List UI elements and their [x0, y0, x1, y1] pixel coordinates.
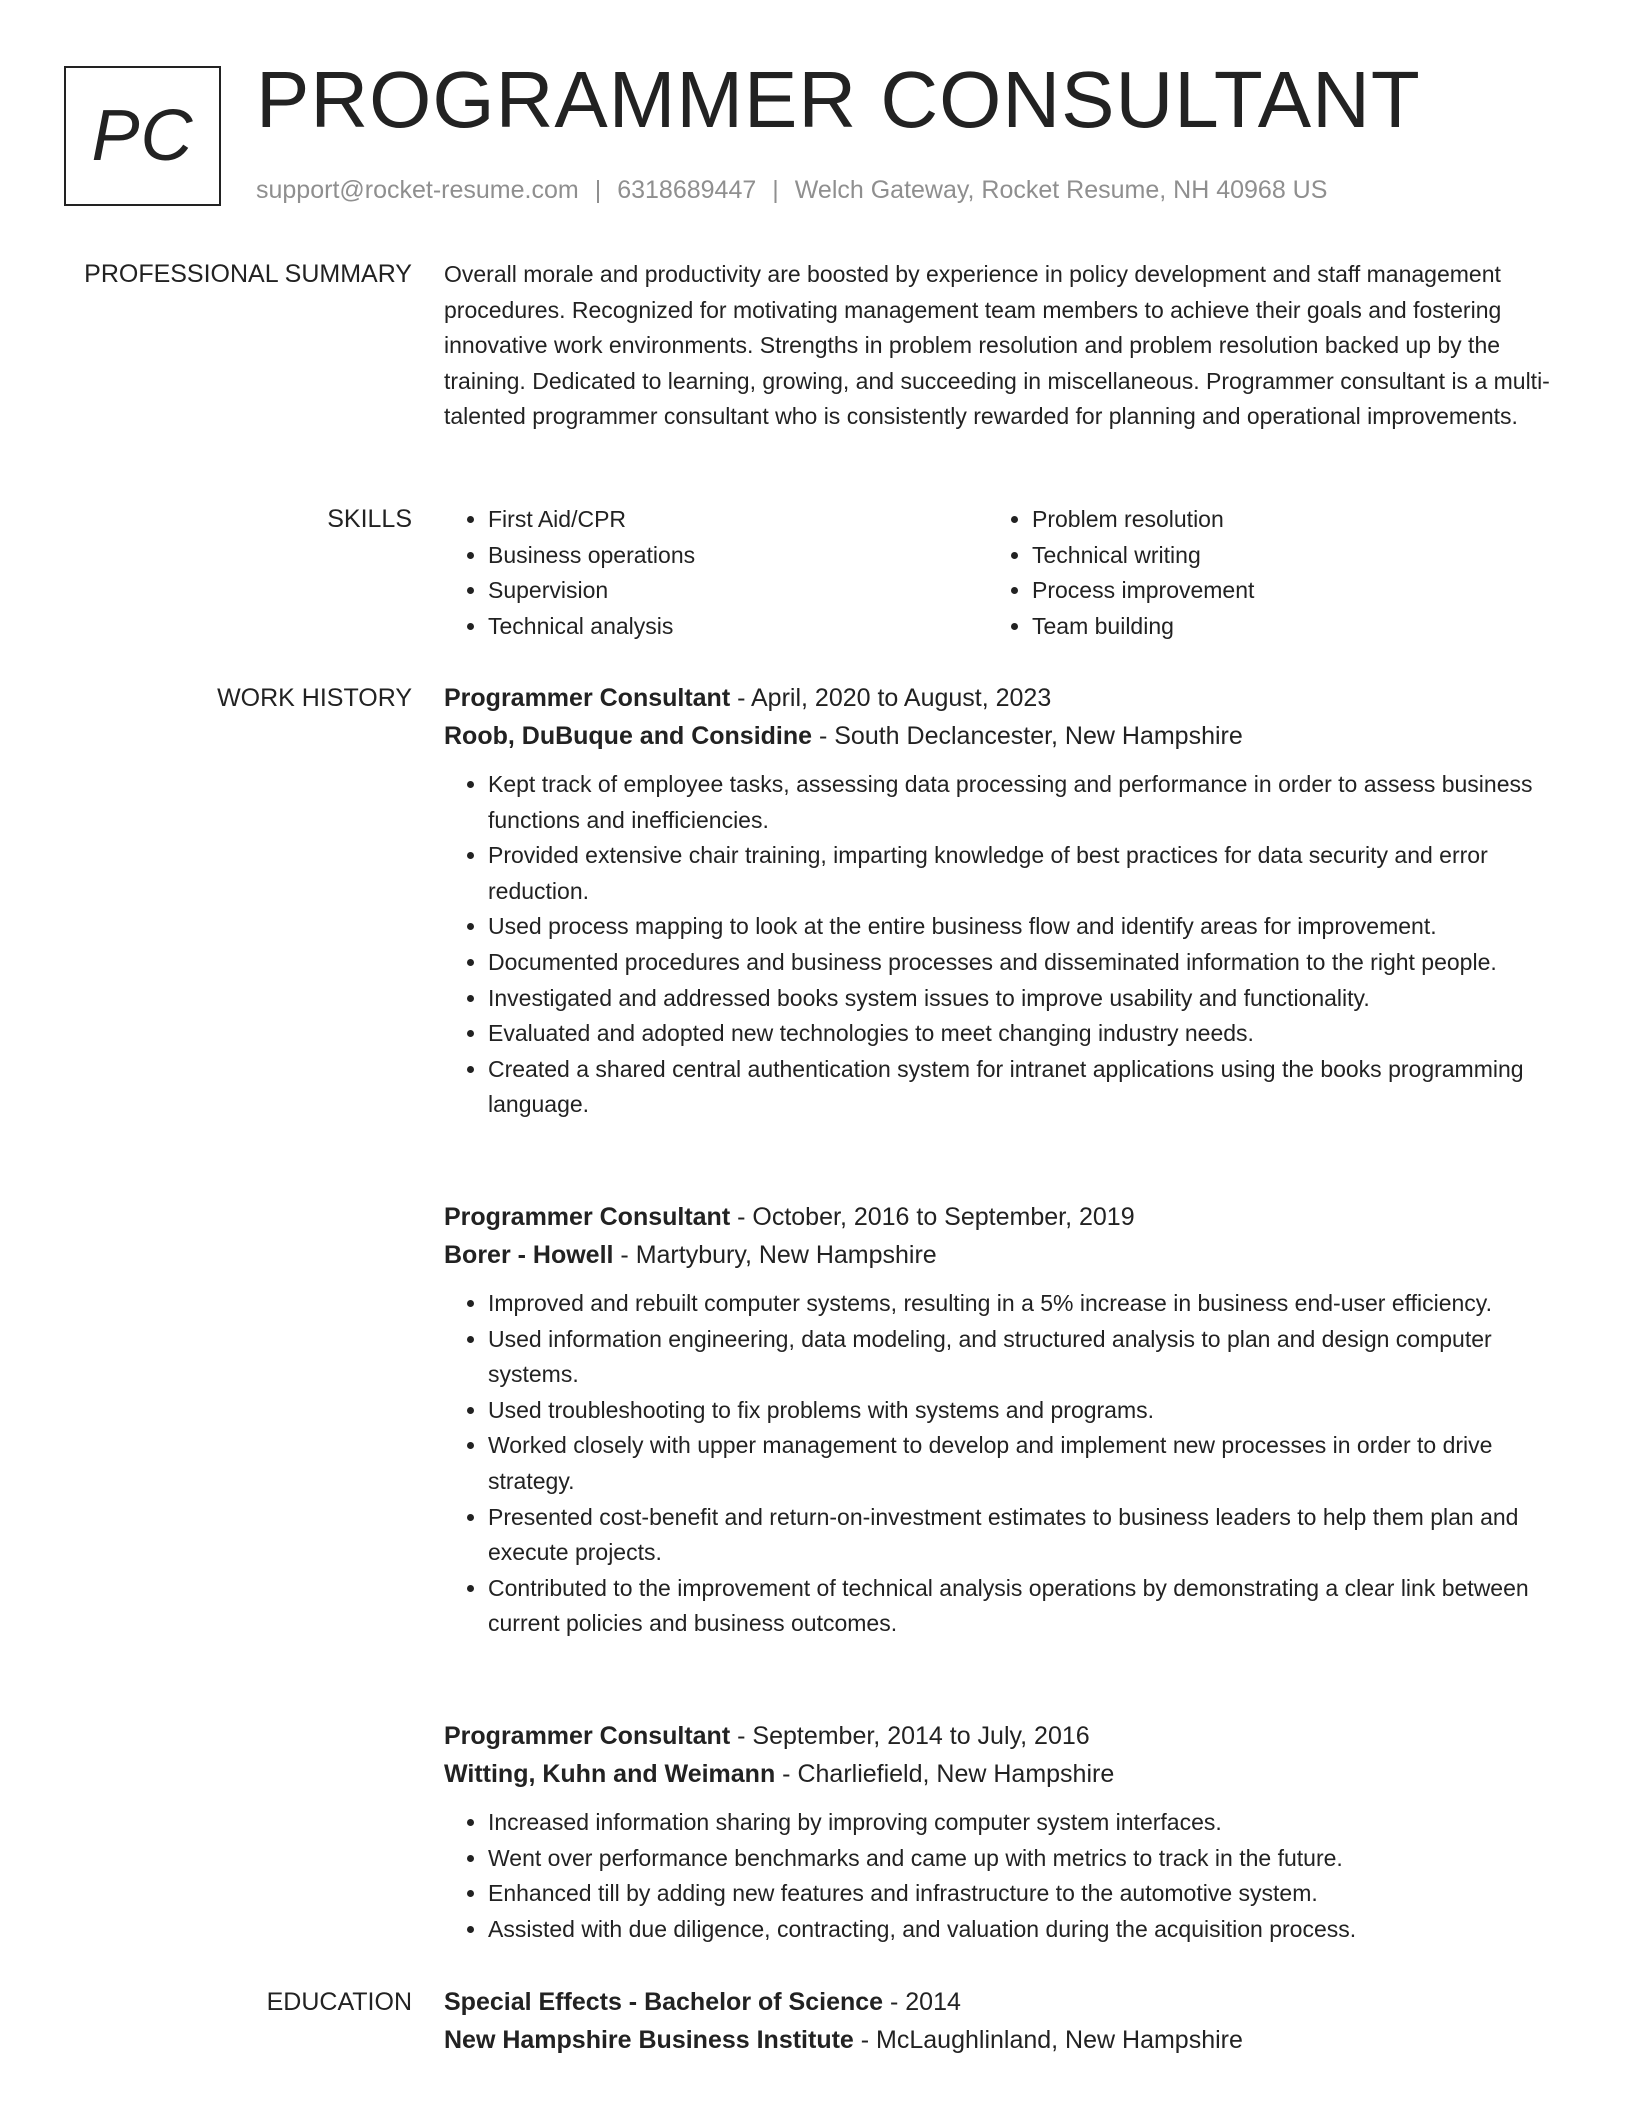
- job-dates: - October, 2016 to September, 2019: [730, 1203, 1135, 1231]
- job-bullet: • Presented cost-benefit and return-on-investment estimates to business leaders to help them plan and execute projects.: [488, 1500, 1564, 1571]
- skill-item: • Business operations: [488, 538, 988, 574]
- job-bullet: • Enhanced till by adding new features and infrastructure to the automotive system.: [488, 1876, 1564, 1912]
- job-company-line: [444, 1755, 1564, 1793]
- job-bullet: • Created a shared central authentication system for intranet applications using the books programming language.: [488, 1052, 1564, 1123]
- job-company-line: [444, 1236, 1564, 1274]
- job-dates: - April, 2020 to August, 2023: [730, 684, 1052, 712]
- job-entry: [444, 679, 1564, 1123]
- education-year: - 2014: [883, 1988, 961, 2016]
- job-bullet: • Worked closely with upper management to develop and implement new processes in order to drive strategy.: [488, 1428, 1564, 1499]
- job-bullet: • Improved and rebuilt computer systems, resulting in a 5% increase in business end-user efficiency.: [488, 1286, 1564, 1322]
- section-label-skills: SKILLS: [327, 505, 412, 533]
- job-bullet: • Increased information sharing by improving computer system interfaces.: [488, 1805, 1564, 1841]
- job-entry: [444, 1198, 1564, 1642]
- job-title: Programmer Consultant: [444, 1203, 731, 1231]
- job-bullet: • Provided extensive chair training, imparting knowledge of best practices for data security and error reduction.: [488, 838, 1564, 909]
- contact-address: Welch Gateway, Rocket Resume, NH 40968 US: [794, 176, 1328, 204]
- job-bullet: • Assisted with due diligence, contracting, and valuation during the acquisition process.: [488, 1912, 1564, 1948]
- education-entry: [444, 1983, 1564, 2059]
- education-degree-line: [444, 1983, 1564, 2021]
- candidate-name: PROGRAMMER CONSULTANT: [256, 55, 1421, 144]
- job-bullets: [444, 767, 1564, 1123]
- job-entry: [444, 1717, 1564, 1947]
- job-company: Roob, DuBuque and Considine: [444, 722, 813, 750]
- section-label-education: EDUCATION: [266, 1988, 412, 2016]
- job-bullet: • Used troubleshooting to fix problems with systems and programs.: [488, 1393, 1564, 1429]
- skill-item: • Technical analysis: [488, 609, 988, 645]
- summary-text: Overall morale and productivity are boosted by experience in policy development and staff management procedures. Recognized for motivating management team members to achieve their goals and fostering innovative work environments. Strengths in problem resolution and problem resolution backed up by the training. Dedicated to learning, growing, and succeeding in miscellaneous. Programmer consultant is a multi-talented programmer consultant who is consistently rewarded for planning and operational improvements.: [444, 261, 1550, 430]
- contact-line: [256, 174, 1327, 206]
- summary-section: [444, 257, 1564, 435]
- job-location: - Martybury, New Hampshire: [613, 1241, 937, 1269]
- education-school-line: [444, 2021, 1564, 2059]
- job-bullet: • Kept track of employee tasks, assessing data processing and performance in order to assess business functions and inefficiencies.: [488, 767, 1564, 838]
- job-location: - South Declancester, New Hampshire: [812, 722, 1243, 750]
- education-location: - McLaughlinland, New Hampshire: [853, 2026, 1243, 2054]
- job-bullet: • Used information engineering, data modeling, and structured analysis to plan and design computer systems.: [488, 1322, 1564, 1393]
- skills-column-1: [444, 502, 988, 644]
- monogram-badge: [64, 66, 221, 206]
- job-title-line: [444, 1198, 1564, 1236]
- education-school: New Hampshire Business Institute: [444, 2026, 854, 2054]
- monogram-text: PC: [91, 96, 194, 176]
- job-bullets: [444, 1805, 1564, 1947]
- job-company: Witting, Kuhn and Weimann: [444, 1760, 776, 1788]
- job-dates: - September, 2014 to July, 2016: [730, 1722, 1090, 1750]
- skills-grid: [444, 502, 1564, 644]
- contact-separator: |: [594, 176, 602, 204]
- job-bullet: • Documented procedures and business processes and disseminated information to the right people.: [488, 945, 1564, 981]
- job-bullets: [444, 1286, 1564, 1642]
- job-bullet: • Contributed to the improvement of technical analysis operations by demonstrating a clear link between current policies and business outcomes.: [488, 1571, 1564, 1642]
- job-title: Programmer Consultant: [444, 684, 731, 712]
- contact-phone[interactable]: 6318689447: [617, 176, 757, 204]
- job-title-line: [444, 679, 1564, 717]
- job-bullet: • Evaluated and adopted new technologies to meet changing industry needs.: [488, 1016, 1564, 1052]
- job-bullet: • Went over performance benchmarks and came up with metrics to track in the future.: [488, 1841, 1564, 1877]
- skill-item: • Process improvement: [1032, 573, 1254, 609]
- job-title-line: [444, 1717, 1564, 1755]
- skill-item: • Problem resolution: [1032, 502, 1254, 538]
- job-bullet: • Investigated and addressed books system issues to improve usability and functionality.: [488, 981, 1564, 1017]
- job-bullet: • Used process mapping to look at the entire business flow and identify areas for improvement.: [488, 909, 1564, 945]
- skill-item: • Team building: [1032, 609, 1254, 645]
- section-label-summary: PROFESSIONAL SUMMARY: [84, 260, 412, 288]
- job-title: Programmer Consultant: [444, 1722, 731, 1750]
- skills-section: [444, 502, 1564, 644]
- job-company: Borer - Howell: [444, 1241, 614, 1269]
- education-degree: Special Effects - Bachelor of Science: [444, 1988, 884, 2016]
- skills-column-2: [988, 502, 1254, 644]
- contact-email[interactable]: support@rocket-resume.com: [256, 176, 579, 204]
- skill-item: • Supervision: [488, 573, 988, 609]
- job-company-line: [444, 717, 1564, 755]
- job-location: - Charliefield, New Hampshire: [775, 1760, 1115, 1788]
- skill-item: • Technical writing: [1032, 538, 1254, 574]
- contact-separator: |: [772, 176, 779, 204]
- section-label-work-history: WORK HISTORY: [217, 684, 412, 712]
- skill-item: • First Aid/CPR: [488, 502, 988, 538]
